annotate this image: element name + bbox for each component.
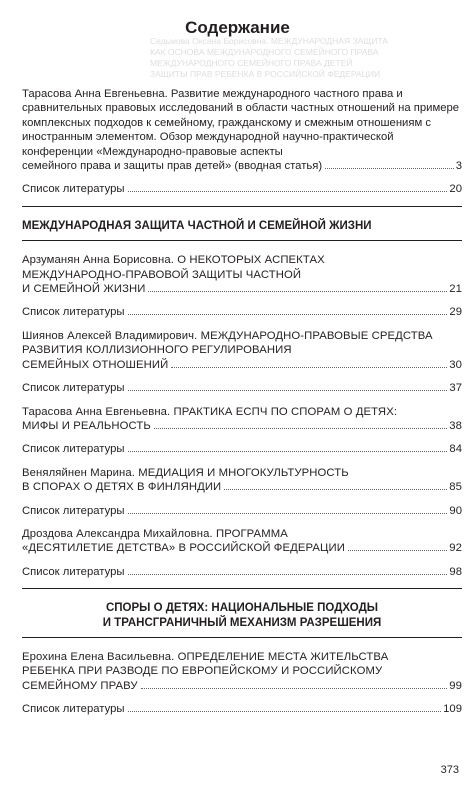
toc-entry[interactable]: Шиянов Алексей Владимирович. МЕЖДУНАРОДНО-ПРАВОВЫЕ СРЕДСТВА РАЗВИТИЯ КОЛЛИЗИОННОГО РЕГУЛИРОВАНИЯ СЕМЕЙНЫХ ОТНОШЕНИЙ 30 (22, 329, 462, 371)
page-number: 85 (449, 481, 462, 494)
page-number: 21 (449, 283, 462, 296)
toc-entry[interactable]: Тарасова Анна Евгеньевна. ПРАКТИКА ЕСПЧ ПО СПОРАМ О ДЕТЯХ: МИФЫ И РЕАЛЬНОСТЬ 38 (22, 405, 462, 432)
page-number: 84 (449, 443, 462, 456)
section-heading: СПОРЫ О ДЕТЯХ: НАЦИОНАЛЬНЫЕ ПОДХОДЫ И ТРАНСГРАНИЧНЫЙ МЕХАНИЗМ РАЗРЕШЕНИЯ (102, 602, 382, 629)
entry-text: Тарасова Анна Евгеньевна. Развитие международного частного права и сравнительных правовых исследований в области частных отношений на примере комплексных подходов к семейному, гражданскому и смежным отношениям с иностранным элементом. Обзор международной научно-практической конференции «Международно-правовые аспекты (22, 88, 460, 158)
page-number: 90 (449, 504, 462, 517)
toc-entry-references[interactable]: Список литературы 29 (22, 306, 462, 319)
toc-entry[interactable]: Дроздова Александра Михайловна. ПРОГРАММА «ДЕСЯТИЛЕТИЕ ДЕТСТВА» В РОССИЙСКОЙ ФЕДЕРАЦИИ 92 (22, 527, 462, 555)
page-number: 98 (449, 565, 462, 578)
toc-entry-references[interactable]: Список литературы 37 (22, 382, 462, 395)
page-number: 3 (455, 160, 462, 173)
page-number: 30 (449, 358, 462, 371)
toc-entry-references[interactable]: Список литературы 20 (22, 183, 462, 196)
toc-entry-intro[interactable]: Тарасова Анна Евгеньевна. Развитие международного частного права и сравнительных правовых исследований в области частных отношений на примере комплексных подходов к семейному, гражданскому и смежным отношениям с иностранным элементом. Обзор международной научно-практической конференции «Международно-правовые аспекты семейного права и защиты прав детей» (вводная статья) 3 (22, 88, 462, 173)
divider (22, 240, 462, 241)
toc-entry-references[interactable]: Список литературы 90 (22, 504, 462, 517)
section-heading: МЕЖДУНАРОДНАЯ ЗАЩИТА ЧАСТНОЙ И СЕМЕЙНОЙ ЖИЗНИ (22, 219, 372, 232)
page-number-footer: 373 (440, 764, 459, 776)
toc-entry[interactable]: Ерохина Елена Васильевна. ОПРЕДЕЛЕНИЕ МЕСТА ЖИТЕЛЬСТВА РЕБЕНКА ПРИ РАЗВОДЕ ПО ЕВРОПЕЙСКОМУ И РОССИЙСКОМУ СЕМЕЙНОМУ ПРАВУ 99 (22, 650, 462, 692)
page-number: 109 (443, 703, 462, 716)
toc-entry-references[interactable]: Список литературы 98 (22, 565, 462, 578)
page-number: 38 (449, 419, 462, 432)
divider (22, 206, 462, 207)
divider (22, 588, 462, 589)
table-of-contents (22, 87, 462, 726)
divider (22, 637, 462, 638)
page-number: 99 (449, 679, 462, 692)
toc-entry-references[interactable]: Список литературы 109 (22, 703, 462, 716)
page-number: 20 (449, 183, 462, 196)
page-number: 92 (449, 542, 462, 555)
bleed-through-text: Седьмова Оксана Борисовна. МЕЖДУНАРОДНАЯ ЗАЩИТА КАК ОСНОВА МЕЖДУНАРОДНОГО СЕМЕЙНОГО ПРАВА МЕЖДУНАРОДНОГО СЕМЕЙНОГО ПРАВА ДЕТЕЙ ЗАЩИТЫ ПРАВ РЕБЕНКА В РОССИЙСКОЙ ФЕДЕРАЦИИ (150, 36, 388, 79)
toc-entry-references[interactable]: Список литературы 84 (22, 443, 462, 456)
page-number: 29 (449, 306, 462, 319)
toc-entry[interactable]: Веняляйнен Марина. МЕДИАЦИЯ И МНОГОКУЛЬТУРНОСТЬ В СПОРАХ О ДЕТЯХ В ФИНЛЯНДИИ 85 (22, 466, 462, 494)
toc-entry[interactable]: Арзуманян Анна Борисовна. О НЕКОТОРЫХ АСПЕКТАХ МЕЖДУНАРОДНО-ПРАВОВОЙ ЗАЩИТЫ ЧАСТНОЙ И СЕМЕЙНОЙ ЖИЗНИ 21 (22, 254, 462, 296)
page-number: 37 (449, 382, 462, 395)
page-title: Содержание (185, 18, 290, 37)
